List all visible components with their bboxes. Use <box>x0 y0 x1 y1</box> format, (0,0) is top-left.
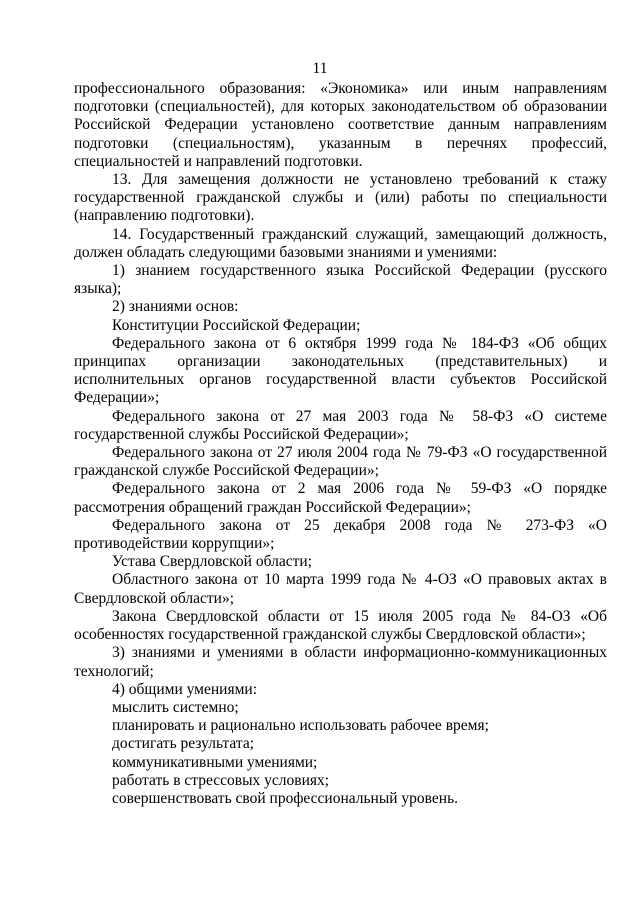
list-item-ict-skills: 3) знаниями и умениями в области информационно-коммуникационных технологий; <box>74 644 607 680</box>
list-item-law-58: Федерального закона от 27 мая 2003 года № 58-ФЗ «О системе государственной службы Российской Федерации»; <box>74 407 607 443</box>
list-item-constitution: Конституции Российской Федерации; <box>112 316 361 334</box>
list-item-achieve-results: достигать результата; <box>112 735 255 753</box>
list-item-regional-law-84: Закона Свердловской области от 15 июля 2005 года № 84-ОЗ «Об особенностях государственной гражданской службы Свердловской области»; <box>74 607 607 644</box>
list-item-charter: Устава Свердловской области; <box>112 553 312 571</box>
list-item-general-skills: 4) общими умениями: <box>112 680 257 698</box>
list-item-state-language: 1) знанием государственного языка Российской Федерации (русского языка); <box>74 262 607 298</box>
list-item-basics: 2) знаниями основ: <box>112 298 239 316</box>
document-body <box>74 80 607 808</box>
page-number: 11 <box>312 60 328 77</box>
paragraph-13-experience: 13. Для замещения должности не установлено требований к стажу государственной гражданской службы и (или) работы по специальности (направлению подготовки). <box>74 171 607 225</box>
list-item-law-184: Федерального закона от 6 октября 1999 года № 184-ФЗ «Об общих принципах организации законодательных (представительных) и исполнительных органов государственной власти субъектов Российской Федерации»; <box>74 334 607 407</box>
list-item-law-59: Федерального закона от 2 мая 2006 года № 59-ФЗ «О порядке рассмотрения обращений граждан Российской Федерации»; <box>74 480 607 516</box>
list-item-plan-time: планировать и рационально использовать рабочее время; <box>112 717 489 735</box>
list-item-communication: коммуникативными умениями; <box>112 753 318 771</box>
list-item-stress: работать в стрессовых условиях; <box>112 771 330 789</box>
list-item-law-273: Федерального закона от 25 декабря 2008 года № 273-ФЗ «О противодействии коррупции»; <box>74 516 607 553</box>
list-item-law-79: Федерального закона от 27 июля 2004 года № 79-ФЗ «О государственной гражданской службе Российской Федерации»; <box>74 444 607 480</box>
list-item-regional-law-4: Областного закона от 10 марта 1999 года № 4-ОЗ «О правовых актах в Свердловской области»; <box>74 571 607 607</box>
list-item-think-systematically: мыслить системно; <box>112 698 239 716</box>
paragraph-education-continuation: профессионального образования: «Экономика» или иным направлениям подготовки (специальностей), для которых законодательством об образовании Российской Федерации установлено соответствие данным направлениям подготовки (специальностям), указанным в перечнях профессий, специальностей и направлений подготовки. <box>74 80 607 170</box>
paragraph-14-knowledge: 14. Государственный гражданский служащий, замещающий должность, должен обладать следующими базовыми знаниями и умениями: <box>74 225 607 261</box>
list-item-professional-growth: совершенствовать свой профессиональный уровень. <box>112 789 459 807</box>
